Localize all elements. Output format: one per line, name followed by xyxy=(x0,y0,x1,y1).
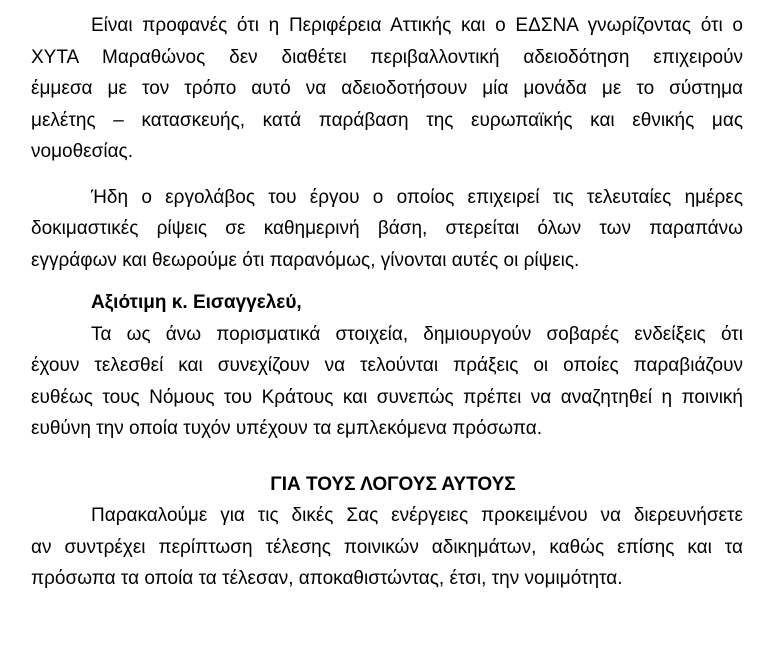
paragraph-line: μελέτης – κατασκευής, κατά παράβαση της ευρωπαϊκής και εθνικής μας xyxy=(31,109,743,131)
paragraph-line: ευθέως τους Νόμους του Κράτους και συνεπώς πρέπει να αναζητηθεί η ποινική xyxy=(31,386,743,408)
paragraph-2 xyxy=(31,182,743,277)
paragraph-3 xyxy=(31,319,743,445)
paragraph-line: δοκιμαστικές ρίψεις σε καθημερινή βάση, στερείται όλων των παραπάνω xyxy=(31,218,743,239)
paragraph-line: Παρακαλούμε για τις δικές Σας ενέργειες προκειμένου να διερευνήσετε xyxy=(91,505,743,526)
address-salutation: Αξιότιμη κ. Εισαγγελεύ, xyxy=(91,292,302,313)
paragraph-line: ΧΥΤΑ Μαραθώνος δεν διαθέτει περιβαλλοντική αδειοδότηση επιχειρούν xyxy=(31,46,743,68)
paragraph-line: έχουν τελεσθεί και συνεχίζουν να τελούνται πράξεις οι οποίες παραβιάζουν xyxy=(31,355,743,376)
paragraph-line: Τα ως άνω πορισματικά στοιχεία, δημιουργούν σοβαρές ενδείξεις ότι xyxy=(91,323,743,345)
paragraph-line: νομοθεσίας. xyxy=(31,141,133,162)
paragraph-4 xyxy=(31,500,743,595)
document-page xyxy=(31,10,743,595)
paragraph-line: Ήδη ο εργολάβος του έργου ο οποίος επιχειρεί τις τελευταίες ημέρες xyxy=(91,186,743,208)
paragraph-line: έμμεσα με τον τρόπο αυτό να αδειοδοτήσουν μία μονάδα με το σύστημα xyxy=(31,78,743,99)
paragraph-line: αν συντρέχει περίπτωση τέλεσης ποινικών αδικημάτων, καθώς επίσης και τα xyxy=(31,536,743,558)
paragraph-line: Είναι προφανές ότι η Περιφέρεια Αττικής και ο ΕΔΣΝΑ γνωρίζοντας ότι ο xyxy=(91,15,743,36)
section-title: ΓΙΑ ΤΟΥΣ ΛΟΓΟΥΣ ΑΥΤΟΥΣ xyxy=(270,473,516,495)
paragraph-line: πρόσωπα τα οποία τα τέλεσαν, αποκαθιστώντας, έτσι, την νομιμότητα. xyxy=(31,568,623,589)
paragraph-line: ευθύνη την οποία τυχόν υπέχουν τα εμπλεκόμενα πρόσωπα. xyxy=(31,418,542,439)
paragraph-line: εγγράφων και θεωρούμε ότι παρανόμως, γίνονται αυτές οι ρίψεις. xyxy=(31,249,580,271)
paragraph-1 xyxy=(31,10,743,168)
